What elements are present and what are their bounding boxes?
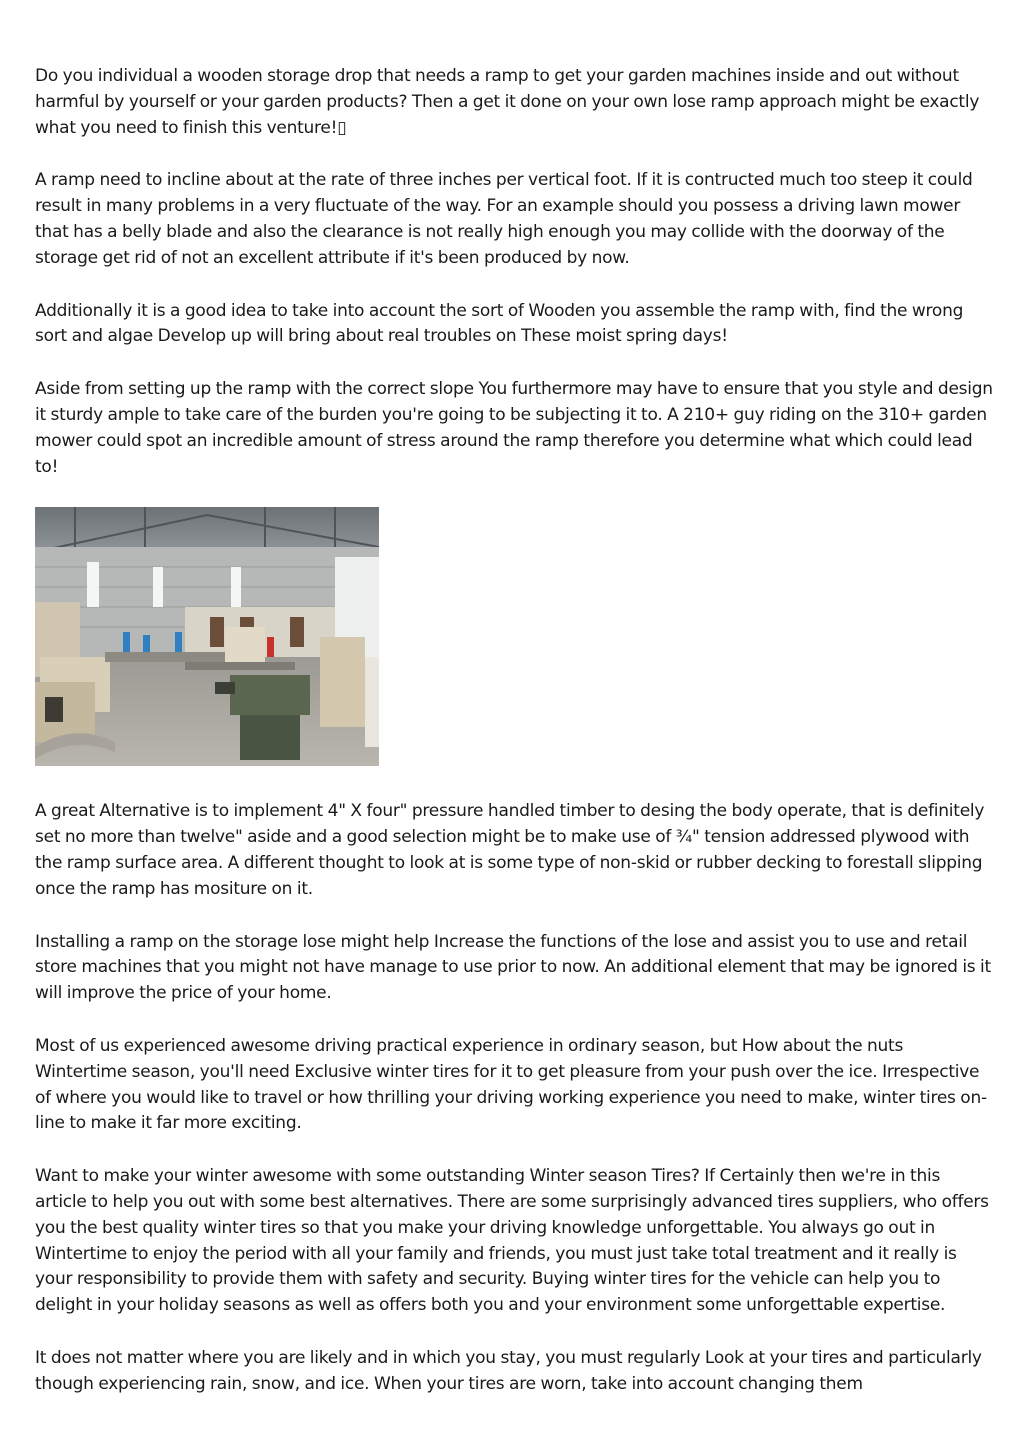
paragraph-9: It does not matter where you are likely and in which you stay, you must regularly Look at your tires and particularly though experiencing rain, snow, and ice. When your tires are worn, take into account changing them bbox=[35, 1347, 982, 1394]
paragraph-6: Installing a ramp on the storage lose might help Increase the functions of the lose and assist you to use and retail store machines that you might not have manage to use prior to now. An additional element that may be ignored is it will improve the price of your home. bbox=[35, 931, 991, 1004]
paragraph-3: Additionally it is a good idea to take into account the sort of Wooden you assemble the ramp with, find the wrong sort and algae Develop up will bring about real troubles on These moist spring days! bbox=[35, 300, 964, 347]
factory-workshop-photo bbox=[35, 507, 379, 766]
article-body bbox=[35, 64, 993, 1425]
paragraph-5: A great Alternative is to implement 4" X four" pressure handled timber to desing the body operate, that is definitely set no more than twelve" aside and a good selection might be to make use of ¾" tension addressed plywood with the ramp surface area. A different thought to look at is some type of non-skid or rubber decking to forestall slipping once the ramp has mositure on it. bbox=[35, 801, 985, 899]
paragraph-4: Aside from setting up the ramp with the correct slope You furthermore may have to ensure that you style and design it sturdy ample to take care of the burden you're going to be subjecting it to. A 210+ guy riding on the 310+ garden mower could spot an incredible amount of stress around the ramp therefore you determine what which could lead to! bbox=[35, 379, 993, 477]
paragraph-2: A ramp need to incline about at the rate of three inches per vertical foot. If it is contructed much too steep it could result in many problems in a very fluctuate of the way. For an example should you possess a driving lawn mower that has a belly blade and also the clearance is not really high enough you may collide with the doorway of the storage get rid of not an excellent attribute if it's been produced by now. bbox=[35, 170, 973, 268]
paragraph-7: Most of us experienced awesome driving practical experience in ordinary season, but How about the nuts Wintertime season, you'll need Exclusive winter tires for it to get pleasure from your push over the ice. Irrespective of where you would like to travel or how thrilling your driving working experience you need to make, winter tires on-line to make it far more exciting. bbox=[35, 1035, 987, 1134]
paragraph-1: Do you individual a wooden storage drop that needs a ramp to get your garden machines inside and out without harmful by yourself or your garden products? Then a get it done on your own lose ramp approach might be exactly what you need to finish this venture!▯ bbox=[35, 66, 980, 138]
paragraph-8: Want to make your winter awesome with some outstanding Winter season Tires? If Certainly then we're in this article to help you out with some best alternatives. There are some surprisingly advanced tires suppliers, who offers you the best quality winter tires so that you make your driving knowledge unforgettable. You always go out in Wintertime to enjoy the period with all your family and friends, you must just take total treatment and it really is your responsibility to provide them with safety and security. Buying winter tires for the vehicle can help you to delight in your holiday seasons as well as offers both you and your environment some unforgettable expertise. bbox=[35, 1166, 989, 1316]
